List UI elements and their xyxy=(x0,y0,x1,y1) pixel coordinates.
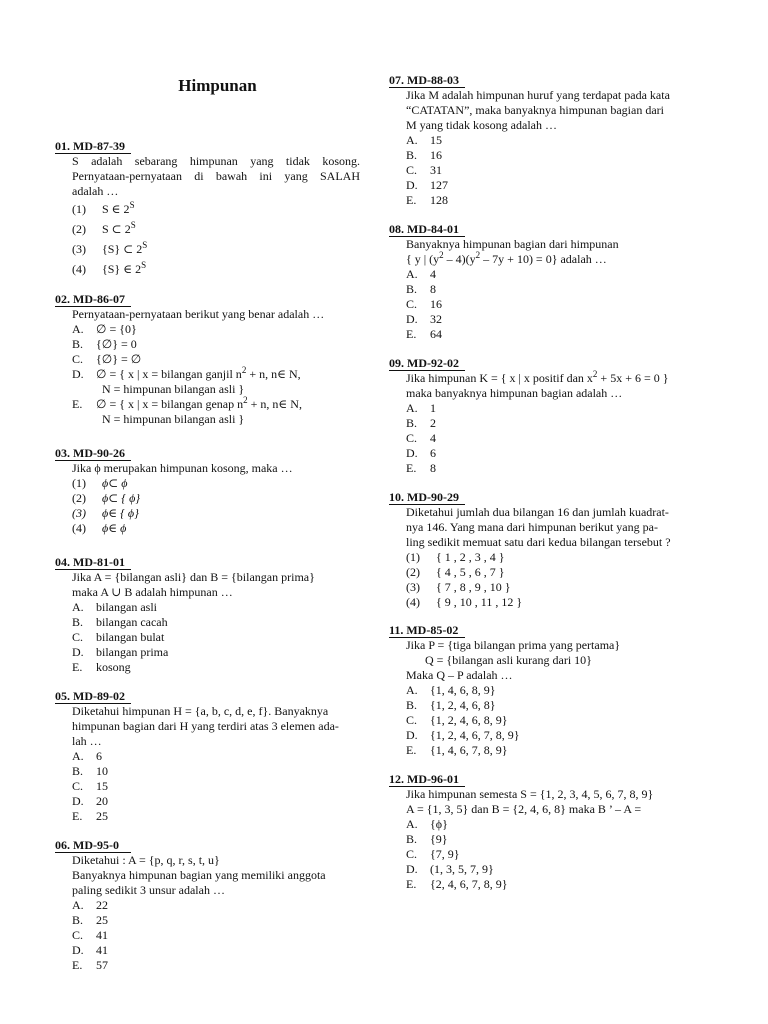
question-11 xyxy=(389,623,701,758)
option: D. 41 xyxy=(72,943,108,957)
option-continuation: N = himpunan bilangan asli } xyxy=(102,412,245,426)
page-title: Himpunan xyxy=(178,76,257,95)
question-code: 07. MD-88-03 xyxy=(389,73,465,88)
question-code: 06. MD-95-0 xyxy=(55,838,131,853)
option: B. 8 xyxy=(406,282,436,296)
question-06 xyxy=(55,838,360,973)
question-09 xyxy=(389,356,701,476)
question-stem-line: Jika P = {tiga bilangan prima yang pertama} xyxy=(406,638,621,652)
option: E. 57 xyxy=(72,958,108,972)
option: E. 64 xyxy=(406,327,442,341)
question-stem-line: Jika himpunan semesta S = {1, 2, 3, 4, 5, 6, 7, 8, 9} xyxy=(406,787,654,801)
question-stem-line: Diketahui : A = {p, q, r, s, t, u} xyxy=(72,853,220,867)
question-stem-line: Banyaknya himpunan bagian dari himpunan xyxy=(406,237,619,251)
question-stem-line: A = {1, 3, 5} dan B = {2, 4, 6, 8} maka B ’ – A = xyxy=(406,802,642,816)
option-continuation: N = himpunan bilangan asli } xyxy=(102,382,245,396)
question-stem-line: Q = {bilangan asli kurang dari 10} xyxy=(425,653,592,667)
option: (4) { 9 , 10 , 11 , 12 } xyxy=(406,595,523,609)
question-code: 03. MD-90-26 xyxy=(55,446,131,461)
question-code: 05. MD-89-02 xyxy=(55,689,131,704)
question-stem-line: ling sedikit memuat satu dari kedua bilangan tersebut ? xyxy=(406,535,671,549)
question-stem-line: Diketahui himpunan H = {a, b, c, d, e, f}. Banyaknya xyxy=(72,704,329,718)
option: B. {∅} = 0 xyxy=(72,337,137,351)
option: C. 15 xyxy=(72,779,108,793)
question-stem-line: maka banyaknya himpunan bagian adalah … xyxy=(406,386,623,400)
question-stem-line: nya 146. Yang mana dari himpunan berikut yang pa- xyxy=(406,520,658,534)
question-code: 04. MD-81-01 xyxy=(55,555,131,570)
question-stem-line: himpunan bagian dari H yang terdiri atas 3 elemen ada- xyxy=(72,719,339,733)
option: B. 25 xyxy=(72,913,108,927)
option: D. 32 xyxy=(406,312,442,326)
option: D. 20 xyxy=(72,794,108,808)
option: A. {1, 4, 6, 8, 9} xyxy=(406,683,496,697)
option: D. ∅ = { x | x = bilangan ganjil $n^2 + n$, n∈ N, xyxy=(72,365,301,381)
option: B. 10 xyxy=(72,764,108,778)
option: (4) {S} ∈ $2^S$ xyxy=(72,260,147,276)
question-stem-line: M yang tidak kosong adalah … xyxy=(406,118,557,132)
question-03 xyxy=(55,446,360,536)
option: E. 128 xyxy=(406,193,448,207)
option: B. bilangan cacah xyxy=(72,615,168,629)
option: A. 1 xyxy=(406,401,436,415)
option: C. 16 xyxy=(406,297,442,311)
question-stem-line: Maka Q – P adalah … xyxy=(406,668,513,682)
question-10 xyxy=(389,490,701,610)
question-code: 09. MD-92-02 xyxy=(389,356,465,371)
option: D. bilangan prima xyxy=(72,645,169,659)
question-04 xyxy=(55,555,360,675)
question-code: 12. MD-96-01 xyxy=(389,772,465,787)
option: D. (1, 3, 5, 7, 9} xyxy=(406,862,494,876)
question-code: 10. MD-90-29 xyxy=(389,490,465,505)
option: D. {1, 2, 4, 6, 7, 8, 9} xyxy=(406,728,520,742)
question-stem-line: S adalah sebarang himpunan yang tidak kosong. xyxy=(72,154,360,168)
option: B. 2 xyxy=(406,416,436,430)
question-stem-line: maka A ∪ B adalah himpunan … xyxy=(72,585,233,599)
set-formula: { y | $(y^2 - 4)(y^2 - 7y + 10) = 0$} adalah … xyxy=(406,250,607,266)
question-07 xyxy=(389,73,701,208)
question-stem-line: Diketahui jumlah dua bilangan 16 dan jumlah kuadrat- xyxy=(406,505,669,519)
option: C. {∅} = ∅ xyxy=(72,352,142,366)
option: (1) ϕ⊂ ϕ xyxy=(72,476,128,490)
option: (2) { 4 , 5 , 6 , 7 } xyxy=(406,565,505,579)
option: E. {2, 4, 6, 7, 8, 9} xyxy=(406,877,508,891)
question-stem-line: Jika himpunan K = { x | x positif dan $x^2 + 5x + 6 = 0$ } xyxy=(406,369,669,385)
option: C. bilangan bulat xyxy=(72,630,165,644)
option: D. 127 xyxy=(406,178,448,192)
option: (1) S ∈ $2^S$ xyxy=(72,200,135,216)
question-stem-line: lah … xyxy=(72,734,102,748)
question-01 xyxy=(55,139,360,279)
question-stem-line: adalah … xyxy=(72,184,119,198)
question-02 xyxy=(55,292,360,427)
question-stem-line: Pernyataan-pernyataan berikut yang benar adalah … xyxy=(72,307,325,321)
question-stem-line: Jika M adalah himpunan huruf yang terdapat pada kata xyxy=(406,88,670,102)
option: (2) ϕ⊂ { ϕ} xyxy=(72,491,141,505)
question-08 xyxy=(389,222,701,342)
option: (3) {S} ⊂ $2^S$ xyxy=(72,240,148,256)
option: C. 41 xyxy=(72,928,108,942)
question-stem-line: Jika A = {bilangan asli} dan B = {bilangan prima} xyxy=(72,570,315,584)
question-stem-line: “CATATAN”, maka banyaknya himpunan bagian dari xyxy=(406,103,664,117)
question-code: 02. MD-86-07 xyxy=(55,292,131,307)
question-code: 01. MD-87-39 xyxy=(55,139,131,154)
option: A. {ϕ} xyxy=(406,817,448,831)
option: (3) { 7 , 8 , 9 , 10 } xyxy=(406,580,511,594)
option: C. 31 xyxy=(406,163,442,177)
question-stem-line: Pernyataan-pernyataan di bawah ini yang SALAH xyxy=(72,169,360,183)
option: D. 6 xyxy=(406,446,436,460)
option: E. {1, 4, 6, 7, 8, 9} xyxy=(406,743,508,757)
option: (2) S ⊂ $2^S$ xyxy=(72,220,136,236)
question-stem-line: Banyaknya himpunan bagian yang memiliki anggota xyxy=(72,868,326,882)
option: A. 4 xyxy=(406,267,436,281)
option: (3) ϕ∈ { ϕ} xyxy=(72,506,139,520)
option: B. {1, 2, 4, 6, 8} xyxy=(406,698,496,712)
question-05 xyxy=(55,689,360,824)
option: C. 4 xyxy=(406,431,436,445)
option: A. 22 xyxy=(72,898,108,912)
question-stem-line: Jika ϕ merupakan himpunan kosong, maka … xyxy=(72,461,293,475)
option: E. ∅ = { x | x = bilangan genap $n^2 + n$, n∈ N, xyxy=(72,395,302,411)
option: C. {1, 2, 4, 6, 8, 9} xyxy=(406,713,508,727)
option: C. {7, 9} xyxy=(406,847,460,861)
option: B. 16 xyxy=(406,148,442,162)
option: (4) ϕ∈ ϕ xyxy=(72,521,127,535)
option: E. kosong xyxy=(72,660,131,674)
option: A. ∅ = {0} xyxy=(72,322,137,336)
option: E. 25 xyxy=(72,809,108,823)
question-stem-line: paling sedikit 3 unsur adalah … xyxy=(72,883,225,897)
option: B. {9} xyxy=(406,832,448,846)
question-code: 11. MD-85-02 xyxy=(389,623,465,638)
question-12 xyxy=(389,772,701,892)
option: E. 8 xyxy=(406,461,436,475)
option: A. 6 xyxy=(72,749,102,763)
option: (1) { 1 , 2 , 3 , 4 } xyxy=(406,550,505,564)
option: A. 15 xyxy=(406,133,442,147)
question-code: 08. MD-84-01 xyxy=(389,222,465,237)
option: A. bilangan asli xyxy=(72,600,157,614)
